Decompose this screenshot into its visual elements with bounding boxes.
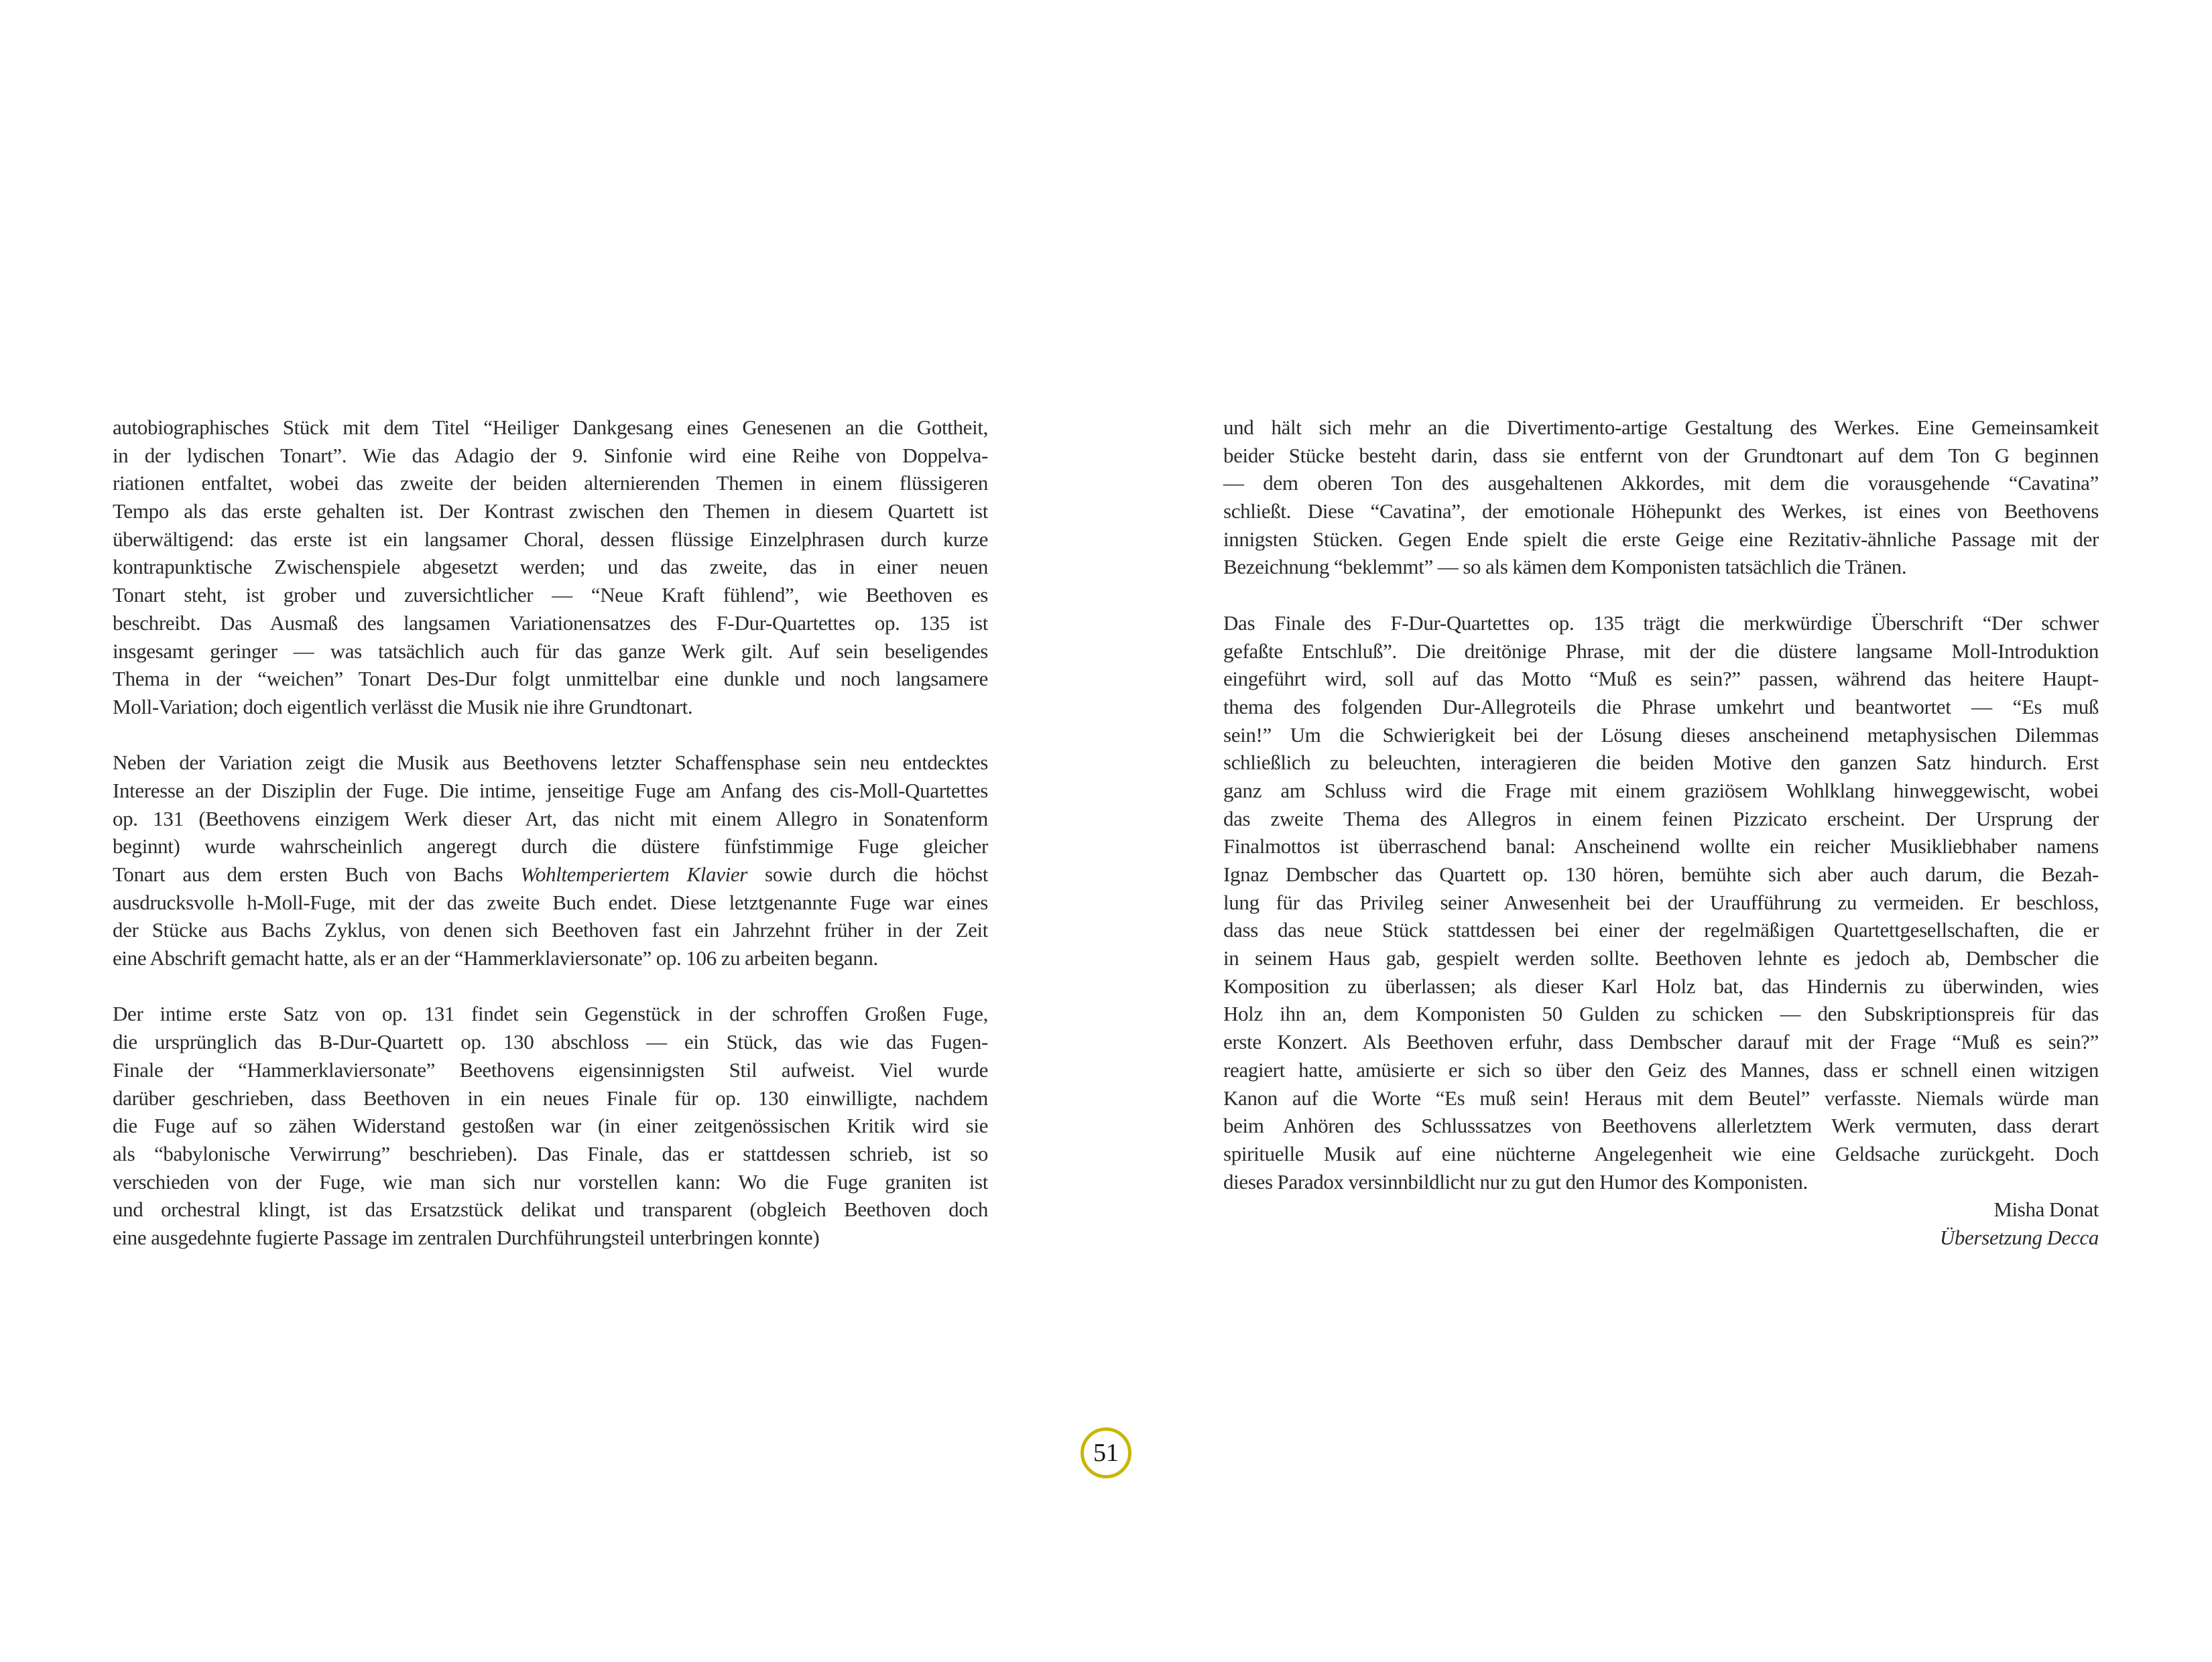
text-line: insgesamt geringer — was tatsächlich auch für das ganze Werk gilt. Auf sein beseligendes (113, 639, 988, 663)
text-line: op. 131 (Beethovens einzigem Werk dieser Art, das nicht mit einem Allegro in Sonatenform (113, 806, 988, 830)
text-line: das zweite Thema des Allegros in einem feinen Pizzicato erscheint. Der Ursprung der (1223, 806, 2099, 830)
paragraph (113, 749, 988, 972)
right-paragraphs (1223, 413, 2099, 1196)
paragraph (1223, 609, 2099, 1196)
paragraph (113, 413, 988, 721)
text-line: kontrapunktische Zwischenspiele abgesetzt werden; und das zweite, das in einer neuen (113, 555, 988, 579)
text-line: thema des folgenden Dur-Allegroteils die Phrase umkehrt und beantwortet — “Es muß (1223, 694, 2099, 718)
text-line: die ursprünglich das B-Dur-Quartett op. 130 abschloss — ein Stück, das wie das Fugen- (113, 1030, 988, 1054)
text-line: schließlich zu beleuchten, interagieren die beiden Motive den ganzen Satz hindurch. Erst (1223, 751, 2099, 775)
text-line: Interesse an der Disziplin der Fuge. Die intime, jenseitige Fuge am Anfang des cis-Moll-Quartettes (113, 778, 988, 802)
text-line: in der lydischen Tonart”. Wie das Adagio der 9. Sinfonie wird eine Reihe von Doppelva- (113, 443, 988, 467)
text-line: spirituelle Musik auf eine nüchterne Angelegenheit wie eine Geldsache zurückgeht. Doch (1223, 1141, 2099, 1165)
author-name: Misha Donat (1993, 1198, 2099, 1222)
text-line: beschreibt. Das Ausmaß des langsamen Variationensatzes des F-Dur-Quartettes op. 135 ist (113, 611, 988, 635)
text-line: Tonart steht, ist grober und zuversichtlicher — “Neue Kraft fühlend”, wie Beethoven es (113, 583, 988, 607)
text-line: Moll-Variation; doch eigentlich verlässt die Musik nie ihre Grundtonart. (113, 694, 693, 718)
text-line: ganz am Schluss wird die Frage mit einem graziösem Wohlklang hinweggewischt, wobei (1223, 778, 2099, 802)
text-segment: sowie durch die höchst (747, 862, 988, 886)
text-line: Bezeichnung “beklemmt” — so als kämen dem Komponisten tatsächlich die Tränen. (1223, 555, 1907, 579)
text-line: verschieden von der Fuge, wie man sich nur vorstellen kann: Wo die Fuge graniten ist (113, 1169, 988, 1194)
text-line: innigsten Stücken. Gegen Ende spielt die erste Geige eine Rezitativ-ähnliche Passage mit der (1223, 527, 2099, 551)
text-line: Holz ihn an, dem Komponisten 50 Gulden zu schicken — den Subskriptionspreis für das (1223, 1002, 2099, 1026)
text-line: schließt. Diese “Cavatina”, der emotionale Höhepunkt des Werkes, ist eines von Beethovens (1223, 499, 2099, 523)
left-text-column (113, 413, 988, 1279)
translation-credit: Übersetzung Decca (1939, 1225, 2099, 1249)
text-line: und hält sich mehr an die Divertimento-artige Gestaltung des Werkes. Eine Gemeinsamkeit (1223, 416, 2099, 439)
text-line: die Fuge auf so zähen Widerstand gestoßen war (in einer zeitgenössischen Kritik wird sie (113, 1114, 988, 1138)
text-line: lung für das Privileg seiner Anwesenheit bei der Uraufführung zu vermeiden. Er beschloss, (1223, 890, 2099, 914)
text-line: Der intime erste Satz von op. 131 findet sein Gegenstück in der schroffen Großen Fuge, (113, 1002, 988, 1026)
text-line (113, 860, 988, 889)
text-line: Finalmottos ist überraschend banal: Anscheinend wollte ein reicher Musikliebhaber namens (1223, 834, 2099, 858)
text-line: als “babylonische Verwirrung” beschrieben). Das Finale, das er stattdessen schrieb, ist so (113, 1141, 988, 1165)
right-text-column (1223, 413, 2099, 1252)
text-line: sein!” Um die Schwierigkeit bei der Lösung dieses anscheinend metaphysischen Dilemmas (1223, 722, 2099, 747)
text-line: und orchestral klingt, ist das Ersatzstück delikat und transparent (obgleich Beethoven doch (113, 1198, 988, 1222)
text-line: überwältigend: das erste ist ein langsamer Choral, dessen flüssige Einzelphrasen durch kurze (113, 527, 988, 551)
text-line: darüber geschrieben, dass Beethoven in ein neues Finale für op. 130 einwilligte, nachdem (113, 1086, 988, 1110)
text-line: dieses Paradox versinnbildlicht nur zu gut den Humor des Komponisten. (1223, 1169, 1808, 1194)
text-line: autobiographisches Stück mit dem Titel “Heiliger Dankgesang eines Genesenen an die Gottheit, (113, 416, 988, 439)
paragraph (113, 1000, 988, 1251)
text-line: Das Finale des F-Dur-Quartettes op. 135 trägt die merkwürdige Überschrift “Der schwer (1223, 611, 2099, 635)
text-line: gefaßte Entschluß”. Die dreitönige Phrase, mit der die düstere langsame Moll-Introduktion (1223, 639, 2099, 663)
text-line: eingeführt wird, soll auf das Motto “Muß es sein?” passen, während das heitere Haupt- (1223, 667, 2099, 691)
text-line: Finale der “Hammerklaviersonate” Beethovens eigensinnigsten Stil aufweist. Viel wurde (113, 1058, 988, 1082)
text-line: Ignaz Dembscher das Quartett op. 130 hören, bemühte sich aber auch darum, die Bezah- (1223, 862, 2099, 886)
text-line: Neben der Variation zeigt die Musik aus Beethovens letzter Schaffensphase sein neu entdecktes (113, 751, 988, 775)
text-line: reagiert hatte, amüsierte er sich so über den Geiz des Mannes, dass er schnell einen witzigen (1223, 1058, 2099, 1082)
text-line: — dem oberen Ton des ausgehaltenen Akkordes, mit dem die vorausgehende “Cavatina” (1223, 471, 2099, 495)
text-line: beginnt) wurde wahrscheinlich angeregt durch die düstere fünfstimmige Fuge gleicher (113, 834, 988, 858)
text-line: der Stücke aus Bachs Zyklus, von denen sich Beethoven fast ein Jahrzehnt früher in der Zeit (113, 918, 988, 942)
text-line: erste Konzert. Als Beethoven erfuhr, dass Dembscher darauf mit der Frage “Muß es sein?” (1223, 1030, 2099, 1054)
page-number: 51 (1081, 1427, 1131, 1478)
text-line: riationen entfaltet, wobei das zweite der beiden alternierenden Themen in einem flüssigeren (113, 471, 988, 495)
text-line: Tempo als das erste gehalten ist. Der Kontrast zwischen den Themen in diesem Quartett ist (113, 499, 988, 523)
text-line: in seinem Haus gab, gespielt werden sollte. Beethoven lehnte es jedoch ab, Dembscher die (1223, 946, 2099, 970)
text-line: eine ausgedehnte fugierte Passage im zentralen Durchführungsteil unterbringen konnte) (113, 1225, 820, 1249)
text-line: beider Stücke besteht darin, dass sie entfernt von der Grundtonart auf dem Ton G beginnen (1223, 443, 2099, 467)
text-line: Kanon auf die Worte “Es muß sein! Heraus mit dem Beutel” verfasste. Niemals würde man (1223, 1086, 2099, 1110)
paragraph (1223, 413, 2099, 581)
text-line: Komposition zu überlassen; als dieser Karl Holz bat, das Hindernis zu überwinden, wies (1223, 974, 2099, 998)
text-line: ausdrucksvolle h-Moll-Fuge, mit der das zweite Buch endet. Diese letztgenannte Fuge war eines (113, 890, 988, 914)
text-segment: Tonart aus dem ersten Buch von Bachs (113, 862, 521, 886)
text-line: beim Anhören des Schlusssatzes von Beethovens allerletztem Werk vermuten, dass derart (1223, 1114, 2099, 1138)
italic-title: Wohltemperiertem Klavier (520, 862, 747, 886)
text-line: dass das neue Stück stattdessen bei einer der regelmäßigen Quartettgesellschaften, die er (1223, 918, 2099, 942)
text-line: Thema in der “weichen” Tonart Des-Dur folgt unmittelbar eine dunkle und noch langsamere (113, 667, 988, 691)
text-line: eine Abschrift gemacht hatte, als er an der “Hammerklaviersonate” op. 106 zu arbeiten begann. (113, 946, 878, 970)
